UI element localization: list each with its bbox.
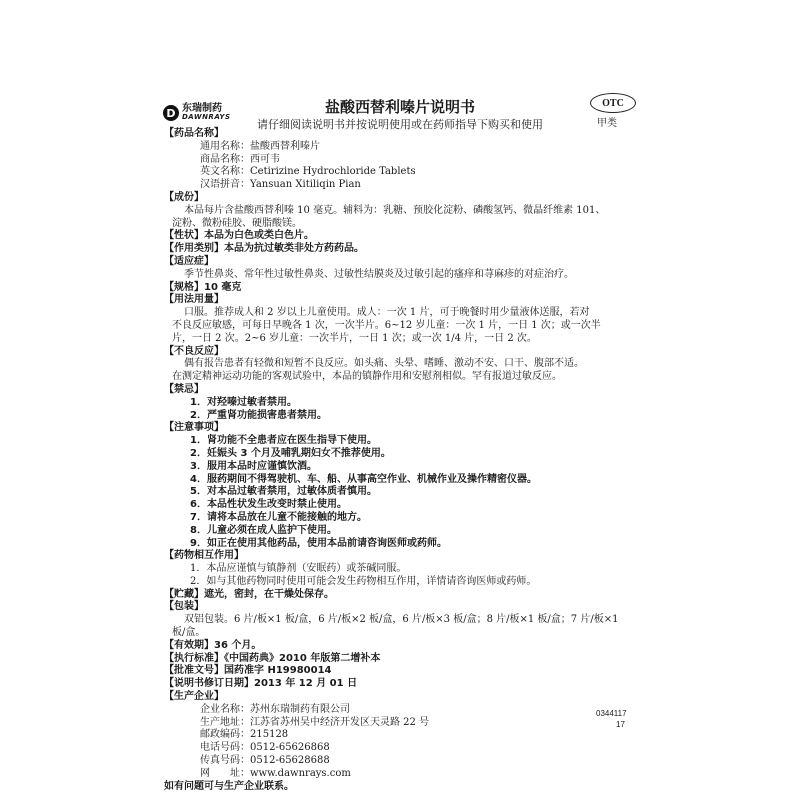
contraindication-item: 2．严重肾功能损害患者禁用。 (190, 409, 327, 421)
dosage-line: 片，一日 2 次。2~6 岁儿童：一次半片，一日 1 次；或一次 1/4 片，一日 2 次。 (172, 332, 537, 344)
leaflet-body (164, 128, 642, 793)
otc-badge: OTC (590, 93, 636, 113)
name-pinyin: 汉语拼音：Yansuan Xitiliqin Pian (200, 179, 361, 191)
section-standard: 【执行标准】《中国药典》2010 年版第二增补本 (164, 652, 381, 664)
section-approval: 【批准文号】国药准字 H19980014 (164, 665, 332, 677)
precaution-item: 5．对本品过敏者禁用，过敏体质者慎用。 (190, 486, 377, 498)
section-heading-interactions: 【药物相互作用】 (164, 550, 244, 562)
logo-mark-icon: D (163, 105, 179, 121)
print-code-line: 0344117 (596, 709, 627, 718)
logo-en: DAWNRAYS (182, 113, 231, 121)
manufacturer-line: 生产地址：江苏省苏州吴中经济开发区天灵路 22 号 (200, 716, 430, 728)
otc-class: 甲类 (597, 118, 617, 129)
section-validity: 【有效期】36 个月。 (164, 639, 262, 651)
section-heading-composition: 【成份】 (164, 191, 204, 203)
precaution-item: 9．如正在使用其他药品，使用本品前请咨询医师或药师。 (190, 537, 447, 549)
precaution-item: 1．肾功能不全患者应在医生指导下使用。 (190, 435, 377, 447)
precaution-item: 8．儿童必须在成人监护下使用。 (190, 524, 337, 536)
manufacturer-line: 电话号码：0512-65626868 (200, 742, 330, 754)
manufacturer-line: 传真号码：0512-65628688 (200, 755, 330, 767)
print-code-line: 17 (616, 720, 625, 729)
dosage-line: 不良反应敏感，可每日早晚各 1 次，一次半片。6~12 岁儿童：一次 1 片，一日 1 次；或一次半 (172, 319, 601, 331)
section-storage: 【贮藏】遮光，密封，在干燥处保存。 (164, 588, 334, 600)
section-heading-indications: 【适应症】 (164, 255, 214, 267)
contraindication-item: 1．对羟嗪过敏者禁用。 (190, 396, 297, 408)
name-common: 通用名称：盐酸西替利嗪片 (200, 140, 320, 152)
adverse-line: 偶有报告患者有轻微和短暂不良反应。如头痛、头晕、嗜睡、激动不安、口干、腹部不适。 (184, 358, 584, 370)
section-category: 【作用类别】本品为抗过敏类非处方药药品。 (164, 243, 364, 255)
document-subtitle: 请仔细阅读说明书并按说明使用或在药师指导下购买和使用 (257, 118, 543, 131)
adverse-line: 在测定精神运动功能的客观试验中，本品的镇静作用和安慰剂相似。罕有报道过敏反应。 (172, 371, 562, 383)
precaution-item: 7．请将本品放在儿童不能接触的地方。 (190, 511, 367, 523)
name-english: 英文名称：Cetirizine Hydrochloride Tablets (200, 166, 416, 178)
section-heading-package: 【包装】 (164, 601, 204, 613)
package-line: 板/盒。 (172, 627, 206, 639)
section-heading-precautions: 【注意事项】 (164, 422, 224, 434)
dosage-line: 口服。推荐成人和 2 岁以上儿童使用。成人：一次 1 片，可于晚餐时用少量液体送服，若对 (184, 307, 590, 319)
section-specification: 【规格】10 毫克 (164, 281, 242, 293)
print-code (596, 708, 627, 730)
section-heading-adverse: 【不良反应】 (164, 345, 224, 357)
section-heading-name: 【药品名称】 (164, 128, 224, 139)
section-heading-contraindications: 【禁忌】 (164, 383, 204, 395)
document-title: 盐酸西替利嗪片说明书 (324, 98, 475, 116)
name-trade: 商品名称：西可韦 (200, 153, 280, 165)
contact-note: 如有问题可与生产企业联系。 (164, 780, 294, 792)
composition-line: 本品每片含盐酸西替利嗪 10 毫克。辅料为：乳糖、预胶化淀粉、磷酸氢钙、微晶纤维素 101、 (184, 204, 606, 216)
interaction-item: 1．本品应谨慎与镇静剂（安眠药）或茶碱同服。 (190, 563, 407, 575)
precaution-item: 4．服药期间不得驾驶机、车、船、从事高空作业、机械作业及操作精密仪器。 (190, 473, 537, 485)
composition-line: 淀粉、微粉硅胶、硬脂酸镁。 (172, 217, 302, 229)
manufacturer-line: 企业名称：苏州东瑞制药有限公司 (200, 703, 350, 715)
section-properties: 【性状】本品为白色或类白色片。 (164, 230, 314, 242)
section-revision-date: 【说明书修订日期】2013 年 12 月 01 日 (164, 678, 358, 690)
manufacturer-line: 邮政编码：215128 (200, 729, 289, 741)
section-heading-dosage: 【用法用量】 (164, 294, 224, 306)
package-line: 双铝包装。6 片/板×1 板/盒，6 片/板×2 板/盒，6 片/板×3 板/盒；8 片/板×1 板/盒；7 片/板×1 (184, 614, 619, 626)
interaction-item: 2．如与其他药物同时使用可能会发生药物相互作用，详情请咨询医师或药师。 (190, 575, 537, 587)
precaution-item: 6．本品性状发生改变时禁止使用。 (190, 499, 347, 511)
manufacturer-website: 网 址：www.dawnrays.com (200, 767, 351, 779)
precaution-item: 3．服用本品时应谨慎饮酒。 (190, 460, 317, 472)
logo-cn: 东瑞制药 (182, 103, 222, 114)
indications-text: 季节性鼻炎、常年性过敏性鼻炎、过敏性结膜炎及过敏引起的瘙痒和荨麻疹的对症治疗。 (184, 268, 574, 280)
section-heading-manufacturer: 【生产企业】 (164, 691, 224, 703)
precaution-item: 2．妊娠头 3 个月及哺乳期妇女不推荐使用。 (190, 447, 391, 459)
